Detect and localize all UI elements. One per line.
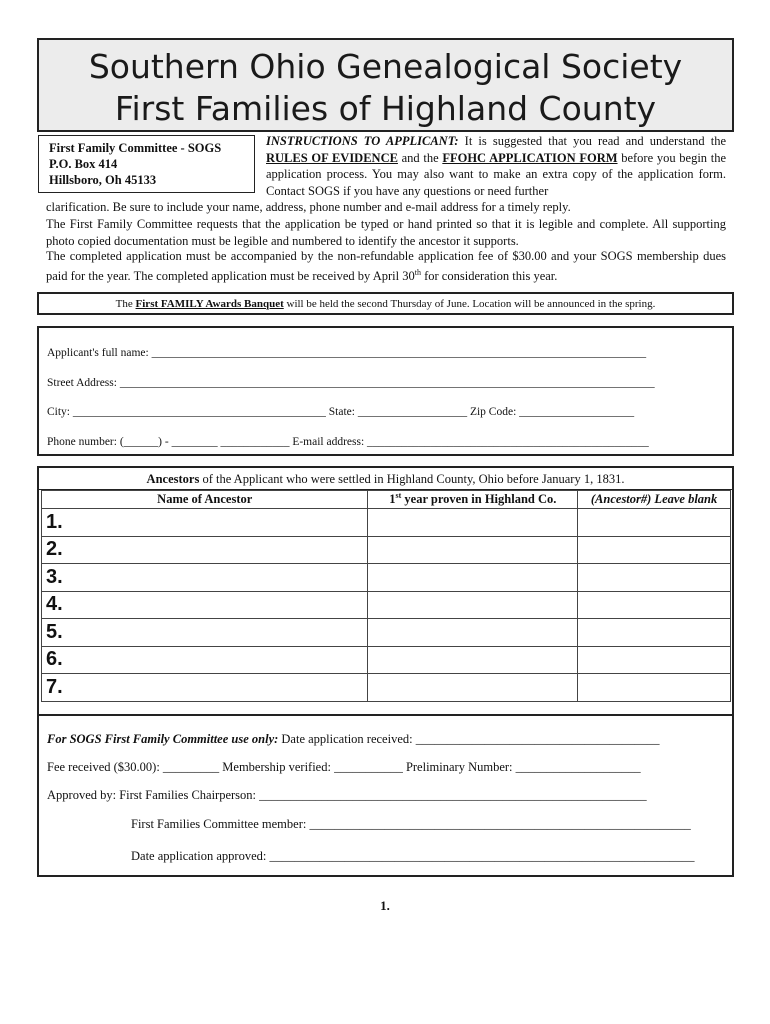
fee-membership-line[interactable]: Fee received ($30.00): _________ Membership verified: ___________ Preliminary Number: ____________________ [47,760,641,774]
table-row[interactable] [42,536,731,564]
instructions-legibility: The First Family Committee requests that the application be typed or hand printed so that it is legible and complete. All supporting photo copied documentation must be legible and numbered to identify the ancestor it supports. [46,217,726,248]
table-row[interactable] [42,619,731,647]
office-use-label: For SOGS First Family Committee use only: [47,732,279,746]
table-row[interactable] [42,646,731,674]
row-number[interactable]: 6. [42,646,368,674]
ancestors-section [37,466,734,716]
table-row[interactable] [42,674,731,702]
chairperson-approval-line[interactable]: Approved by: First Families Chairperson: ______________________________________________________________ [47,788,647,802]
row-number[interactable]: 4. [42,591,368,619]
date-received-line[interactable] [47,732,659,747]
date-approved-line[interactable]: Date application approved: ____________________________________________________________________ [131,849,695,863]
banquet-pre: The [115,298,136,310]
col-first-year-num: 1 [389,492,396,507]
col-ancestor-number: (Ancestor#) Leave blank [578,491,731,509]
committee-member-line[interactable]: First Families Committee member: _____________________________________________________________ [131,817,691,831]
instructions-lead: INSTRUCTIONS TO APPLICANT: [266,134,459,148]
ancestors-heading-rest: of the Applicant who were settled in Highland County, Ohio before January 1, 1831. [199,472,625,486]
mailing-address-box [38,135,255,193]
instructions-text [266,133,726,199]
row-number[interactable]: 2. [42,536,368,564]
row-number[interactable]: 5. [42,619,368,647]
instructions-text-1: It is suggested that you read and understand the [458,134,726,148]
rules-of-evidence-link: RULES OF EVIDENCE [266,150,398,165]
ancestors-heading-bold: Ancestors [146,472,200,486]
fee-text-end: for consideration this year. [420,268,558,283]
ancestors-table [41,490,731,702]
year-cell[interactable] [368,619,578,647]
address-line-1: First Family Committee - SOGS [49,141,222,155]
instructions-text-3: before you begin the application process. You may also want to make an extra copy of the application form. Contact SOGS if you have any questions or need further [266,150,726,198]
ancestor-number-cell [578,536,731,564]
page-number: 1. [380,898,390,913]
year-cell[interactable] [368,564,578,592]
row-number[interactable]: 7. [42,674,368,702]
col-first-year-text: year proven in Highland Co. [401,492,557,507]
ancestors-heading [39,468,732,490]
application-form-link: FFOHC APPLICATION FORM [442,150,618,165]
ancestor-number-cell [578,509,731,537]
year-cell[interactable] [368,509,578,537]
banquet-post: will be held the second Thursday of June. Location will be announced in the spring. [283,298,656,310]
office-use-section [37,714,734,877]
year-cell[interactable] [368,646,578,674]
col-name-of-ancestor: Name of Ancestor [42,491,368,509]
title-banner [37,38,734,132]
col-first-year-sup: st [395,491,402,501]
table-header-row [42,491,731,509]
applicant-name-field[interactable]: Applicant's full name: ______________________________________________________________________________________ [47,347,647,359]
ancestor-number-cell [578,619,731,647]
year-cell[interactable] [368,674,578,702]
table-row[interactable] [42,509,731,537]
table-row[interactable] [42,591,731,619]
instructions-fee [46,248,726,284]
street-address-field[interactable]: Street Address: _____________________________________________________________________________________________ [47,377,655,389]
title-line-1: Southern Ohio Genealogical Society [88,47,683,86]
ancestor-number-cell [578,646,731,674]
instructions-clarification: clarification. Be sure to include your name, address, phone number and e-mail address for a timely reply. [46,200,571,214]
date-received-field[interactable]: Date application received: _______________________________________ [278,732,660,746]
phone-email-field[interactable]: Phone number: (______) - ________ ____________ E-mail address: _________________________________________________ [47,436,649,448]
col-first-year [368,491,578,509]
address-line-2: P.O. Box 414 [49,157,118,171]
instructions-text-2: and the [397,150,443,165]
ancestor-number-cell [578,674,731,702]
table-row[interactable] [42,564,731,592]
ancestor-number-cell [578,564,731,592]
row-number[interactable]: 1. [42,509,368,537]
year-cell[interactable] [368,591,578,619]
banquet-notice [37,292,734,315]
ancestor-number-cell [578,591,731,619]
year-cell[interactable] [368,536,578,564]
title-line-2: First Families of Highland County [114,89,657,128]
applicant-info-section [37,326,734,456]
row-number[interactable]: 3. [42,564,368,592]
address-line-3: Hillsboro, Oh 45133 [49,173,157,187]
fee-sup: th [414,267,421,277]
city-state-zip-field[interactable]: City: ____________________________________________ State: ___________________ Zip Code: ____________________ [47,406,635,418]
banquet-title: First FAMILY Awards Banquet [135,298,284,310]
fee-text: The completed application must be accompanied by the non-refundable application fee of $30.00 and your SOGS membership dues paid for the year. The completed application must be received by April 30 [46,249,726,283]
